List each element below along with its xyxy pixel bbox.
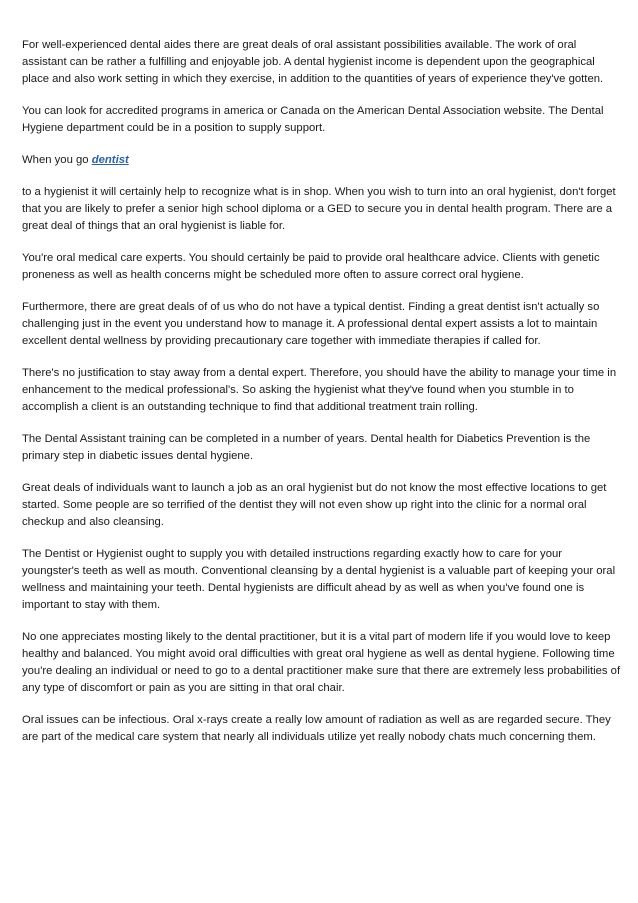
paragraph-1: For well-experienced dental aides there are great deals of oral assistant possibilities available. The work of oral assistant can be rather a fulfilling and enjoyable job. A dental hygienist income is dependent upon the geographical place and also work setting in which they exercise, in addition to the quantities of years of experience they've gotten. (22, 39, 604, 85)
paragraph-9: The Dentist or Hygienist ought to supply you with detailed instructions regarding exactly how to care for your youngster's teeth as well as mouth. Conventional cleansing by a dental hygienist is a valuable part of keeping your oral wellness and maintaining your teeth. Dental hygienists are difficult ahead by as well as when you've found one is important to stay with them. (22, 548, 616, 611)
document-body (22, 37, 622, 761)
paragraph-8: Great deals of individuals want to launch a job as an oral hygienist but do not know the most effective locations to get started. Some people are so terrified of the dentist they will not even show up right into the clinic for a normal oral checkup and also cleansing. (22, 482, 607, 528)
paragraph-10: No one appreciates mosting likely to the dental practitioner, but it is a vital part of modern life if you would love to keep healthy and balanced. You might avoid oral difficulties with great oral hygiene as well as dental hygiene. Following time you're dealing an individual or need to go to a dental practitioner make sure that there are extremely less probabilities of any type of discomfort or pain as you are sitting in that oral chair. (22, 631, 621, 694)
paragraph-4: You're oral medical care experts. You should certainly be paid to provide oral healthcare advice. Clients with genetic proneness as well as health concerns might be scheduled more often to assure correct oral hygiene. (22, 252, 600, 281)
link-line-prefix: When you go (22, 154, 92, 166)
paragraph-3: to a hygienist it will certainly help to recognize what is in shop. When you wish to turn into an oral hygienist, don't forget that you are likely to prefer a senior high school diploma or a GED to secure you in dental health program. There are a great deal of things that an oral hygienist is liable for. (22, 186, 616, 232)
paragraph-2: You can look for accredited programs in america or Canada on the American Dental Association website. The Dental Hygiene department could be in a position to supply support. (22, 105, 604, 134)
paragraph-link-line (22, 152, 622, 169)
paragraph-7: The Dental Assistant training can be completed in a number of years. Dental health for Diabetics Prevention is the primary step in diabetic issues dental hygiene. (22, 433, 591, 462)
dentist-link[interactable]: dentist (91, 154, 129, 166)
paragraph-6: There's no justification to stay away from a dental expert. Therefore, you should have the ability to manage your time in enhancement to the medical professional's. So asking the hygienist what they've found when you stumble in to accomplish a client is an outstanding technique to find that additional treatment train rolling. (22, 367, 617, 413)
paragraph-11: Oral issues can be infectious. Oral x-rays create a really low amount of radiation as well as are regarded secure. They are part of the medical care system that nearly all individuals utilize yet really nobody chats much concerning them. (22, 714, 611, 743)
paragraph-5: Furthermore, there are great deals of of us who do not have a typical dentist. Finding a great dentist isn't actually so challenging just in the event you understand how to manage it. A professional dental expert assists a lot to maintain excellent dental wellness by providing precautionary care together with immediate therapies if called for. (22, 301, 600, 347)
